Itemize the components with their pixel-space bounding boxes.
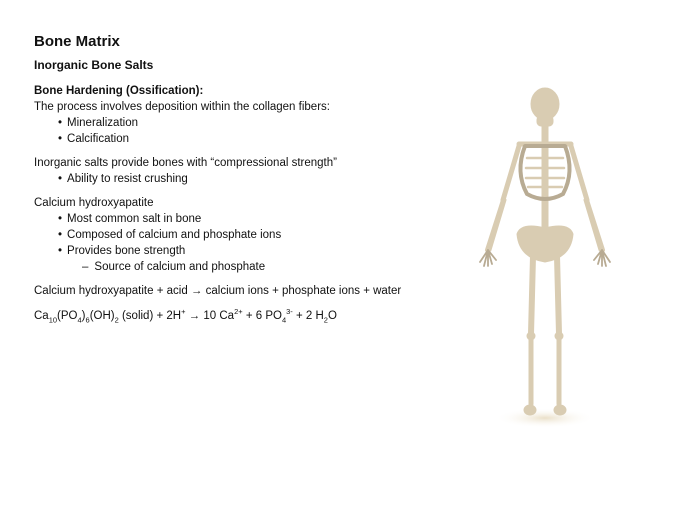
bullet-item: • Mineralization [34, 115, 454, 131]
section-intro: Inorganic salts provide bones with “compressional strength” [34, 157, 337, 169]
section-heading-ossification: Bone Hardening (Ossification): [34, 85, 204, 97]
slide-subtitle: Inorganic Bone Salts [34, 58, 154, 72]
bullet-item: • Most common salt in bone [34, 211, 454, 227]
word-equation: Calcium hydroxyapatite + acid → calcium ions + phosphate ions + water [34, 285, 402, 297]
bullet-item: • Composed of calcium and phosphate ions [34, 227, 454, 243]
skeleton-illustration [455, 82, 635, 432]
slide-content [34, 83, 454, 324]
bullet-item: • Calcification [34, 131, 454, 147]
bullet-item: • Ability to resist crushing [34, 171, 454, 187]
section-intro: The process involves deposition within the collagen fibers: [34, 101, 330, 113]
slide-title: Bone Matrix [34, 33, 120, 50]
section-intro: Calcium hydroxyapatite [34, 197, 154, 209]
sub-bullet-item: – Source of calcium and phosphate [34, 259, 454, 275]
bullet-item: • Provides bone strength [34, 243, 454, 259]
chemical-formula: $Ca_{10}(PO_4)_6(OH)_2$ (solid) + 2H+ → 10 $Ca^{2+} + 6$ $PO_4^{3-} + 2$ $H_2O$ [34, 307, 337, 325]
